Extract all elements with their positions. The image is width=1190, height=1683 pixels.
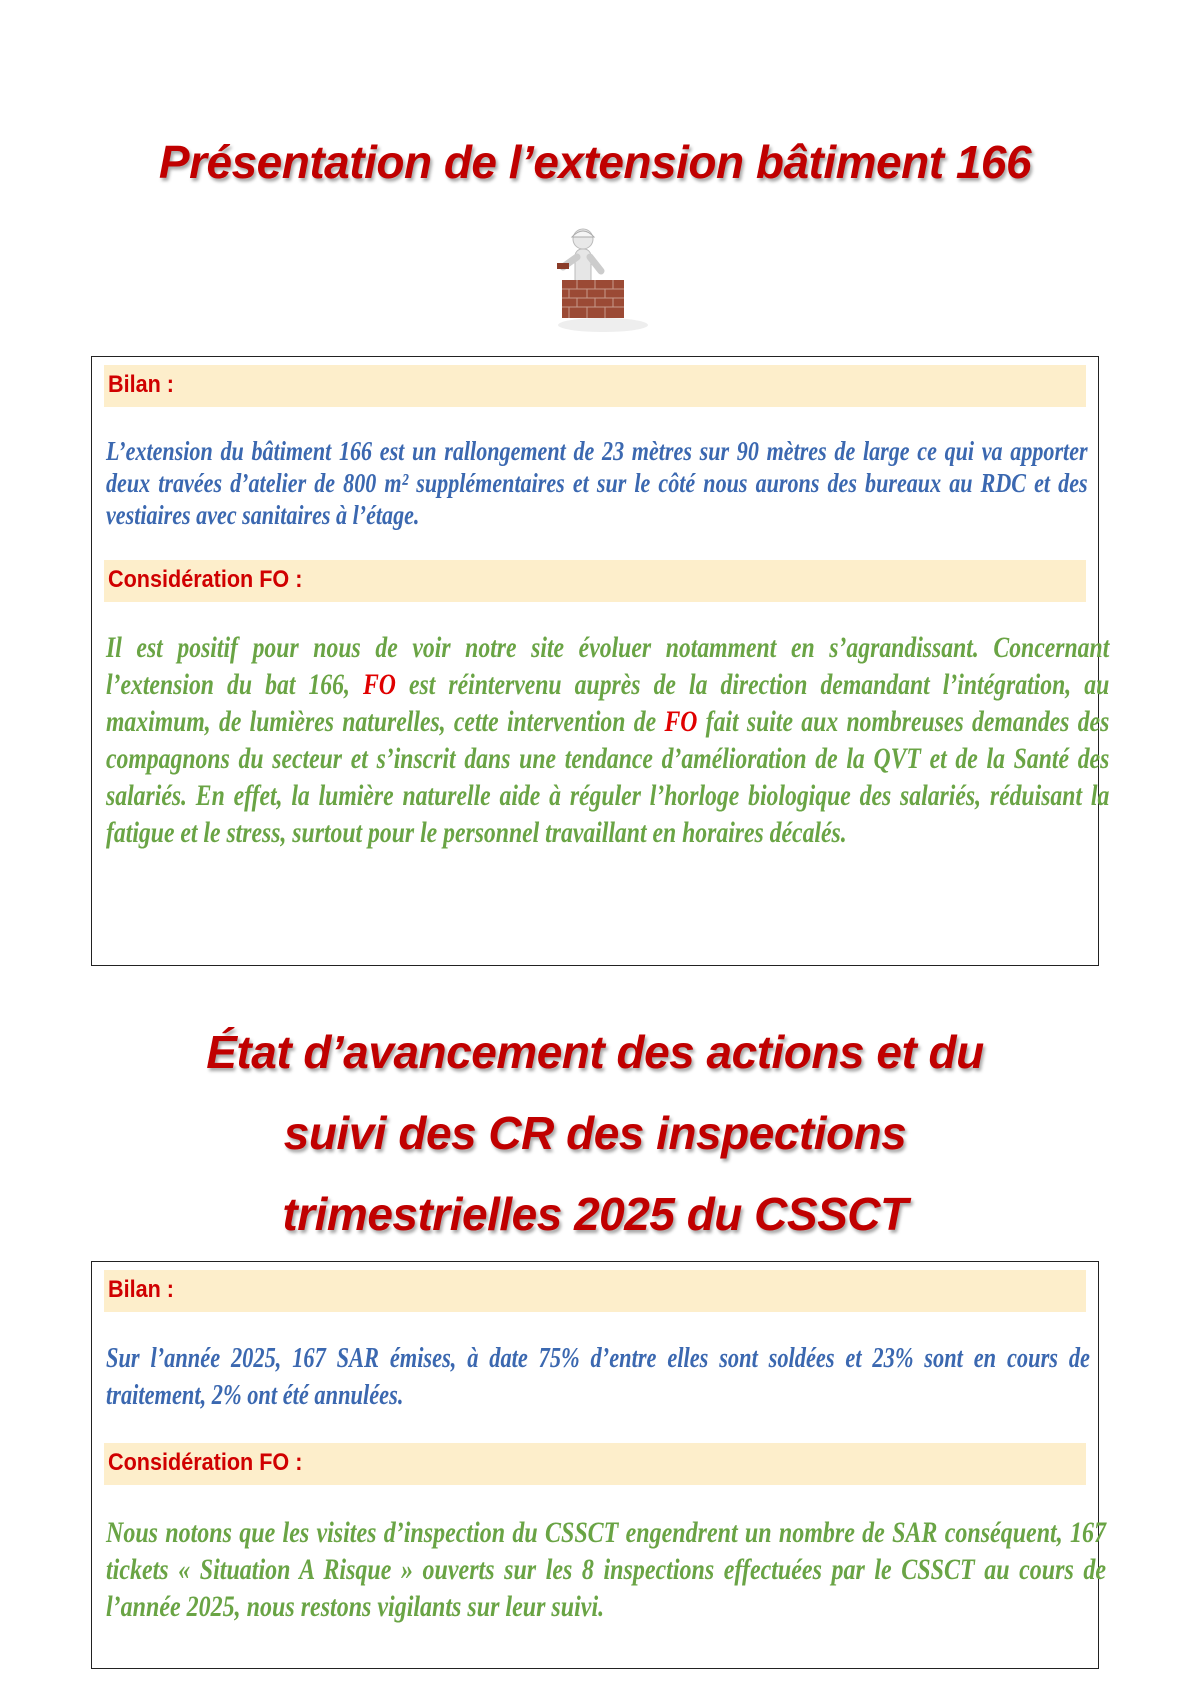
bilan-text: Sur l’année 2025, 167 SAR émises, à date 75% d’entre elles sont soldées et 23% sont en cours de traitement, 2% ont été annulées. [106, 1343, 1090, 1411]
section2-title-line-3: trimestrielles 2025 du CSSCT [282, 1188, 908, 1240]
section1-title: Présentation de l’extension bâtiment 166 [158, 136, 1032, 188]
fo-highlight: FO [664, 705, 698, 738]
text-segment: est réintervenu auprès de la direction demandant l’intégration, au maximum, de lumières naturelles, cette intervention de [106, 668, 1110, 738]
bilan-header [104, 1270, 1086, 1312]
section2-title-line-2: suivi des CR des inspections [283, 1107, 907, 1159]
bilan-label: Bilan : [108, 371, 175, 398]
bilan-text: L’extension du bâtiment 166 est un rallongement de 23 mètres sur 90 mètres de large ce qui va apporter deux travées d’atelier de 800 m² supplémentaires et sur le côté nous aurons des bureaux au RDC et des vestiaires avec sanitaires à l’étage. [106, 436, 1088, 530]
bilan-label: Bilan : [108, 1276, 175, 1303]
text-segment: fait suite aux nombreuses demandes des compagnons du secteur et s’inscrit dans une tendance d’amélioration de la QVT et de la Santé des salariés. En effet, la lumière naturelle aide à réguler l’horloge biologique des salariés, réduisant la fatigue et le stress, surtout pour le personnel travaillant en horaires décalés. [106, 705, 1110, 849]
consideration-text [106, 629, 1109, 851]
text-segment: Il est positif pour nous de voir notre site évoluer notamment en s’agrandissant. Concernant l’extension du bat 166, [106, 631, 1110, 701]
consideration-text: Nous notons que les visites d’inspection du CSSCT engendrent un nombre de SAR conséquent, 167 tickets « Situation A Risque » ouverts sur les 8 inspections effectuées par le CSSCT au cours de l’année 2025, nous restons vigilants sur leur suivi. [106, 1516, 1106, 1623]
consideration-label: Considération FO : [108, 566, 303, 593]
fo-highlight: FO [362, 668, 396, 701]
section2-title-line-1: État d’avancement des actions et du [206, 1026, 984, 1078]
worker-building-brick-wall-icon [535, 225, 665, 335]
section1-panel [91, 356, 1110, 966]
consideration-header [104, 1443, 1086, 1485]
section2-panel [91, 1261, 1106, 1669]
consideration-label: Considération FO : [108, 1449, 303, 1476]
consideration-header [104, 560, 1086, 602]
bilan-header [104, 365, 1086, 407]
